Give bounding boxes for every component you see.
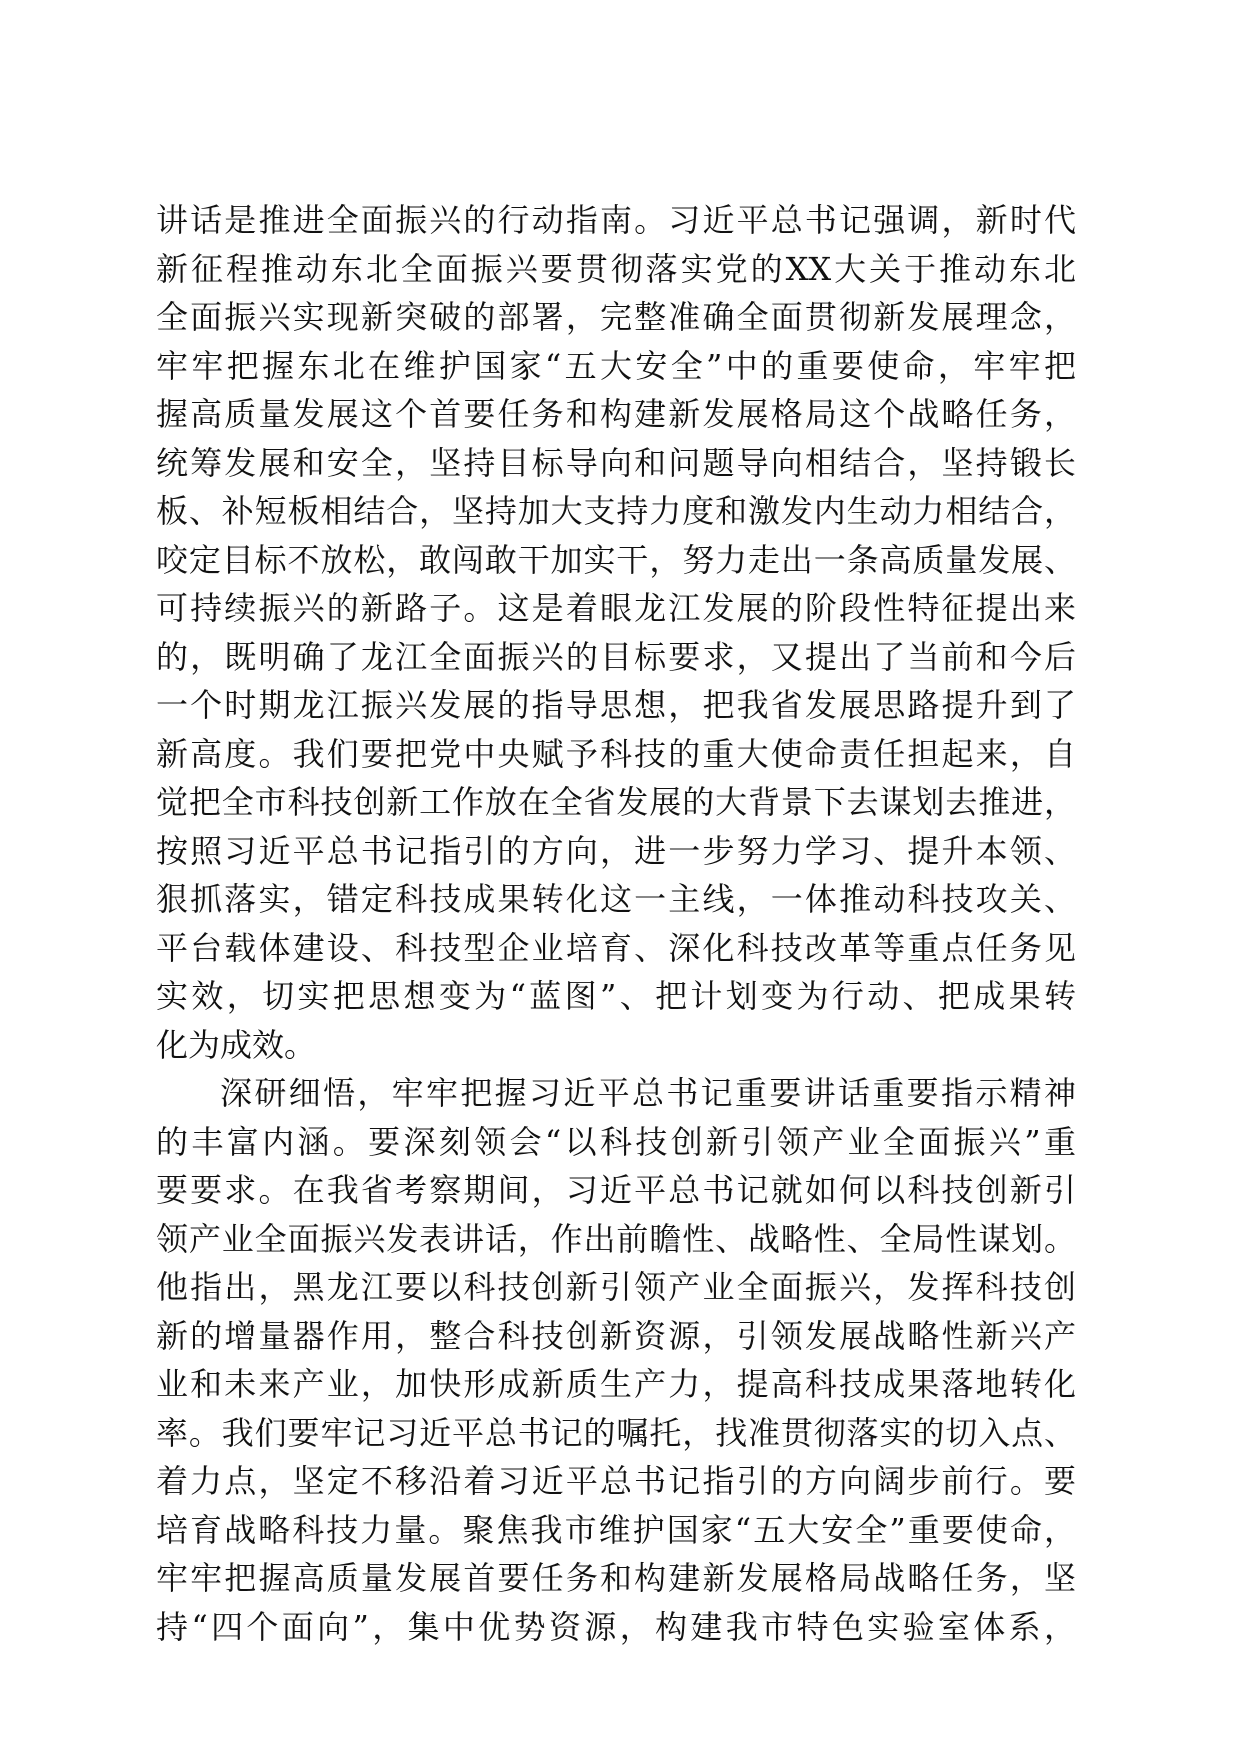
text-line: 领产业全面振兴发表讲话，作出前瞻性、战略性、全局性谋划。: [156, 1219, 1076, 1258]
body-text: [156, 196, 1076, 1651]
text-line: 板、补短板相结合，坚持加大支持力度和激发内生动力相结合，: [156, 492, 1076, 530]
text-line: 新征程推动东北全面振兴要贯彻落实党的XX大关于推动东北: [156, 249, 1076, 288]
text-line: 的丰富内涵。要深刻领会“以科技创新引领产业全面振兴”重: [156, 1122, 1076, 1161]
text-line: 化为成效。: [156, 1025, 317, 1064]
text-line: 的，既明确了龙江全面振兴的目标要求，又提出了当前和今后: [156, 637, 1076, 676]
text-line: 着力点，坚定不移沿着习近平总书记指引的方向阔步前行。要: [156, 1462, 1076, 1500]
text-line: 按照习近平总书记指引的方向，进一步努力学习、提升本领、: [156, 831, 1076, 870]
text-line: 新的增量器作用，整合科技创新资源，引领发展战略性新兴产: [156, 1316, 1076, 1355]
text-line: 全面振兴实现新突破的部署，完整准确全面贯彻新发展理念，: [156, 298, 1076, 336]
text-line: 新高度。我们要把党中央赋予科技的重大使命责任担起来，自: [156, 734, 1076, 773]
text-line: 牢牢把握高质量发展首要任务和构建新发展格局战略任务，坚: [156, 1559, 1076, 1597]
text-line: 牢牢把握东北在维护国家“五大安全”中的重要使命，牢牢把: [156, 346, 1076, 385]
text-line: 咬定目标不放松，敢闯敢干加实干，努力走出一条高质量发展、: [156, 540, 1076, 579]
text-line: 握高质量发展这个首要任务和构建新发展格局这个战略任务，: [156, 395, 1076, 433]
text-line: 持“四个面向”，集中优势资源，构建我市特色实验室体系，: [156, 1607, 1076, 1646]
text-line: 培育战略科技力量。聚焦我市维护国家“五大安全”重要使命，: [156, 1510, 1076, 1549]
text-line: 一个时期龙江振兴发展的指导思想，把我省发展思路提升到了: [156, 686, 1076, 724]
text-line: 统筹发展和安全，坚持目标导向和问题导向相结合，坚持锻长: [156, 443, 1076, 482]
text-line: 可持续振兴的新路子。这是着眼龙江发展的阶段性特征提出来: [156, 589, 1076, 627]
text-line: 狠抓落实，错定科技成果转化这一主线，一体推动科技攻关、: [156, 880, 1076, 918]
text-line: 率。我们要牢记习近平总书记的嘱托，找准贯彻落实的切入点、: [156, 1413, 1076, 1452]
text-line: 平台载体建设、科技型企业培育、深化科技改革等重点任务见: [156, 928, 1076, 967]
text-line: 深研细悟，牢牢把握习近平总书记重要讲话重要指示精神: [220, 1074, 1076, 1112]
paragraph-2: [156, 1069, 1076, 1651]
paragraph-1: [156, 196, 1076, 1069]
text-line: 要要求。在我省考察期间，习近平总书记就如何以科技创新引: [156, 1171, 1076, 1209]
text-line: 他指出，黑龙江要以科技创新引领产业全面振兴，发挥科技创: [156, 1268, 1076, 1306]
text-line: 讲话是推进全面振兴的行动指南。习近平总书记强调，新时代: [156, 201, 1076, 239]
text-line: 觉把全市科技创新工作放在全省发展的大背景下去谋划去推进，: [156, 783, 1076, 821]
text-line: 实效，切实把思想变为“蓝图”、把计划变为行动、把成果转: [156, 977, 1076, 1015]
text-line: 业和未来产业，加快形成新质生产力，提高科技成果落地转化: [156, 1365, 1076, 1403]
